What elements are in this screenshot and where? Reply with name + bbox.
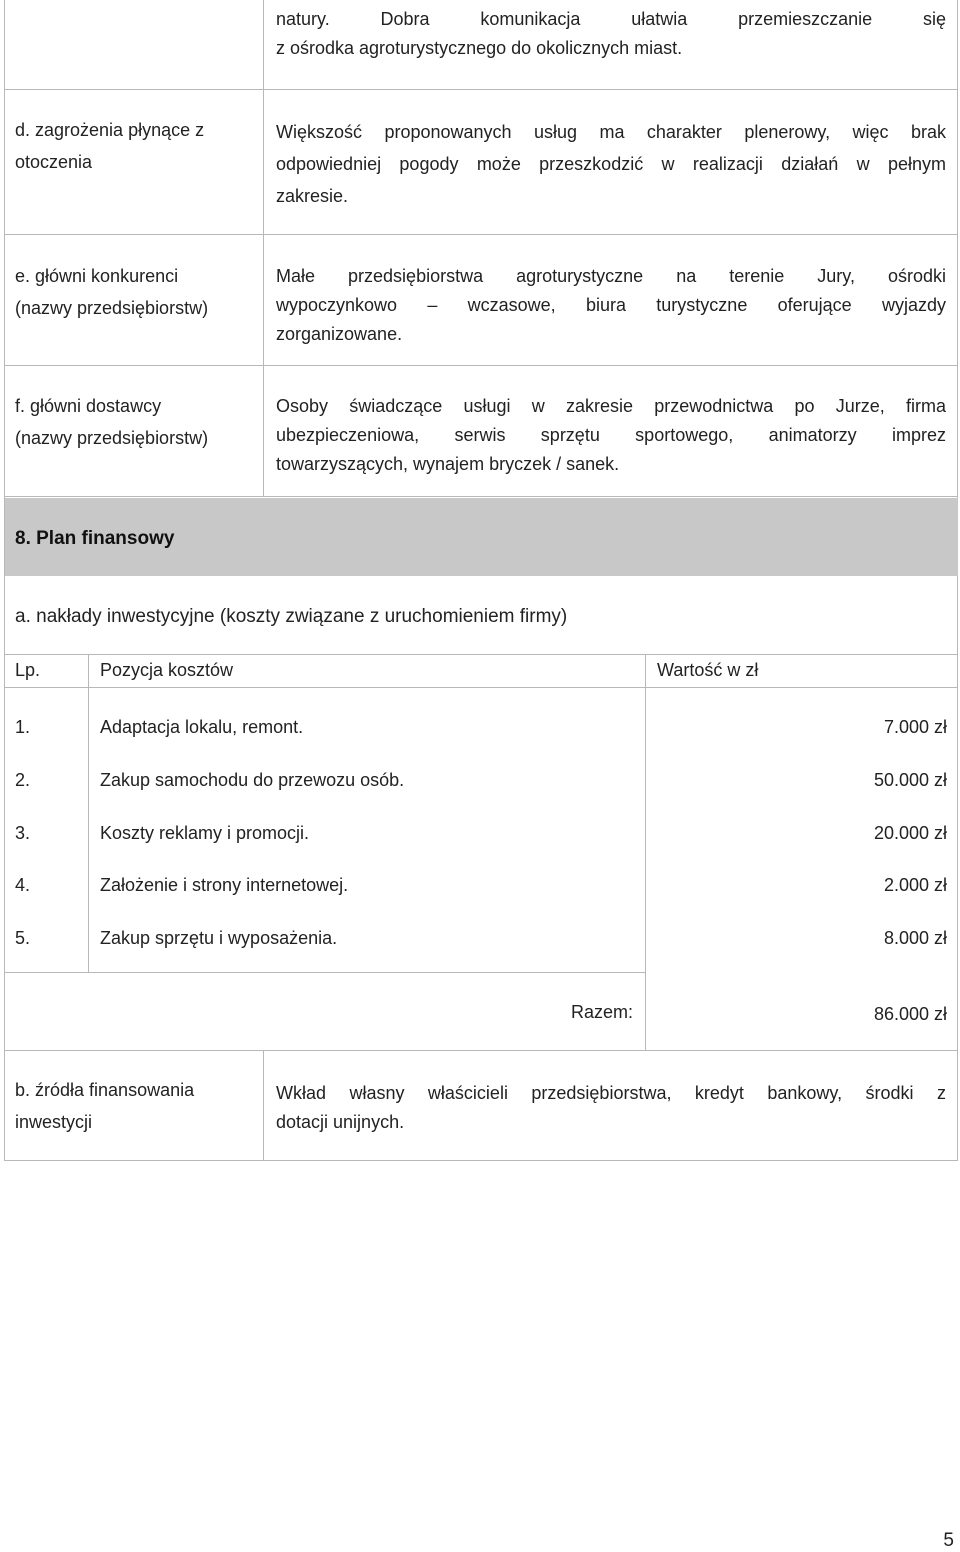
funding-content-line: Wkład własny właścicieli przedsiębiorstwa, kredyt bankowy, środki z bbox=[276, 1083, 946, 1103]
row-content bbox=[276, 392, 946, 479]
row-label-line: otoczenia bbox=[15, 152, 93, 172]
row-content bbox=[276, 116, 946, 212]
row-content bbox=[276, 262, 946, 349]
row-content-line: wypoczynkowo – wczasowe, biura turystyczne oferujące wyjazdy bbox=[276, 295, 946, 315]
costs-total-value: 86.000 zł bbox=[873, 1004, 947, 1024]
row-content-line: Większość proponowanych usług ma charakter plenerowy, więc brak bbox=[276, 122, 946, 142]
cost-item: Zakup samochodu do przewozu osób. bbox=[100, 770, 405, 790]
row-content-line: natury. Dobra komunikacja ułatwia przemieszczanie się bbox=[276, 9, 946, 29]
costs-header-item: Pozycja kosztów bbox=[100, 660, 234, 680]
row-label-line: e. główni konkurenci bbox=[15, 266, 179, 286]
cost-value: 2.000 zł bbox=[883, 875, 947, 895]
costs-table-lp-divider bbox=[88, 654, 89, 972]
table-left-border bbox=[4, 0, 5, 1160]
cost-lp: 4. bbox=[15, 875, 31, 895]
row-divider bbox=[4, 1050, 958, 1051]
funding-content bbox=[276, 1079, 946, 1137]
row-divider bbox=[4, 496, 958, 497]
section-subtitle: a. nakłady inwestycyjne (koszty związane z uruchomieniem firmy) bbox=[15, 606, 568, 627]
row-content-line: towarzyszących, wynajem bryczek / sanek. bbox=[276, 454, 620, 474]
cost-item: Adaptacja lokalu, remont. bbox=[100, 717, 304, 737]
page-number: 5 bbox=[943, 1530, 954, 1551]
funding-label-line: b. źródła finansowania bbox=[15, 1080, 195, 1100]
cost-item: Zakup sprzętu i wyposażenia. bbox=[100, 928, 338, 948]
funding-label bbox=[15, 1076, 255, 1137]
row-divider bbox=[4, 89, 958, 90]
row-label-line: (nazwy przedsiębiorstw) bbox=[15, 428, 209, 448]
row-content-line: Małe przedsiębiorstwa agroturystyczne na terenie Jury, ośrodki bbox=[276, 266, 946, 286]
cost-lp: 5. bbox=[15, 928, 31, 948]
row-content-line: zakresie. bbox=[276, 186, 349, 206]
row-content-line: Osoby świadczące usługi w zakresie przewodnictwa po Jurze, firma bbox=[276, 396, 946, 416]
cost-lp: 3. bbox=[15, 823, 31, 843]
row-label bbox=[15, 262, 255, 323]
table-column-divider-bottom bbox=[263, 1050, 264, 1160]
cost-value: 20.000 zł bbox=[873, 823, 947, 843]
row-label-line: d. zagrożenia płynące z bbox=[15, 120, 205, 140]
costs-table-body-bottom bbox=[4, 972, 646, 973]
row-label bbox=[15, 116, 255, 177]
row-content-line: ubezpieczeniowa, serwis sprzętu sportowego, animatorzy imprez bbox=[276, 425, 946, 445]
row-content-line: zorganizowane. bbox=[276, 324, 403, 344]
row-content-line: z ośrodka agroturystycznego do okolicznych miast. bbox=[276, 38, 683, 58]
cost-value: 50.000 zł bbox=[873, 770, 947, 790]
funding-content-line: dotacji unijnych. bbox=[276, 1112, 405, 1132]
table-bottom-border bbox=[4, 1160, 958, 1161]
funding-label-line: inwestycji bbox=[15, 1112, 93, 1132]
row-content bbox=[276, 5, 946, 63]
costs-table-top-border bbox=[4, 654, 958, 655]
cost-item: Koszty reklamy i promocji. bbox=[100, 823, 310, 843]
cost-lp: 1. bbox=[15, 717, 31, 737]
cost-value: 7.000 zł bbox=[883, 717, 947, 737]
costs-header-value: Wartość w zł bbox=[657, 660, 759, 680]
costs-header-lp: Lp. bbox=[15, 660, 41, 680]
table-right-border bbox=[957, 0, 958, 1160]
row-label-line: f. główni dostawcy bbox=[15, 396, 162, 416]
costs-total-label: Razem: bbox=[570, 1002, 633, 1022]
table-column-divider bbox=[263, 0, 264, 497]
row-label-line: (nazwy przedsiębiorstw) bbox=[15, 298, 209, 318]
row-content-line: odpowiedniej pogody może przeszkodzić w realizacji działań w pełnym bbox=[276, 154, 946, 174]
row-divider bbox=[4, 365, 958, 366]
section-title: 8. Plan finansowy bbox=[15, 528, 175, 549]
row-divider bbox=[4, 234, 958, 235]
cost-lp: 2. bbox=[15, 770, 31, 790]
cost-value: 8.000 zł bbox=[883, 928, 947, 948]
cost-item: Założenie i strony internetowej. bbox=[100, 875, 349, 895]
costs-table-value-divider bbox=[645, 654, 646, 1050]
costs-table-header-divider bbox=[4, 687, 958, 688]
row-label bbox=[15, 392, 255, 453]
